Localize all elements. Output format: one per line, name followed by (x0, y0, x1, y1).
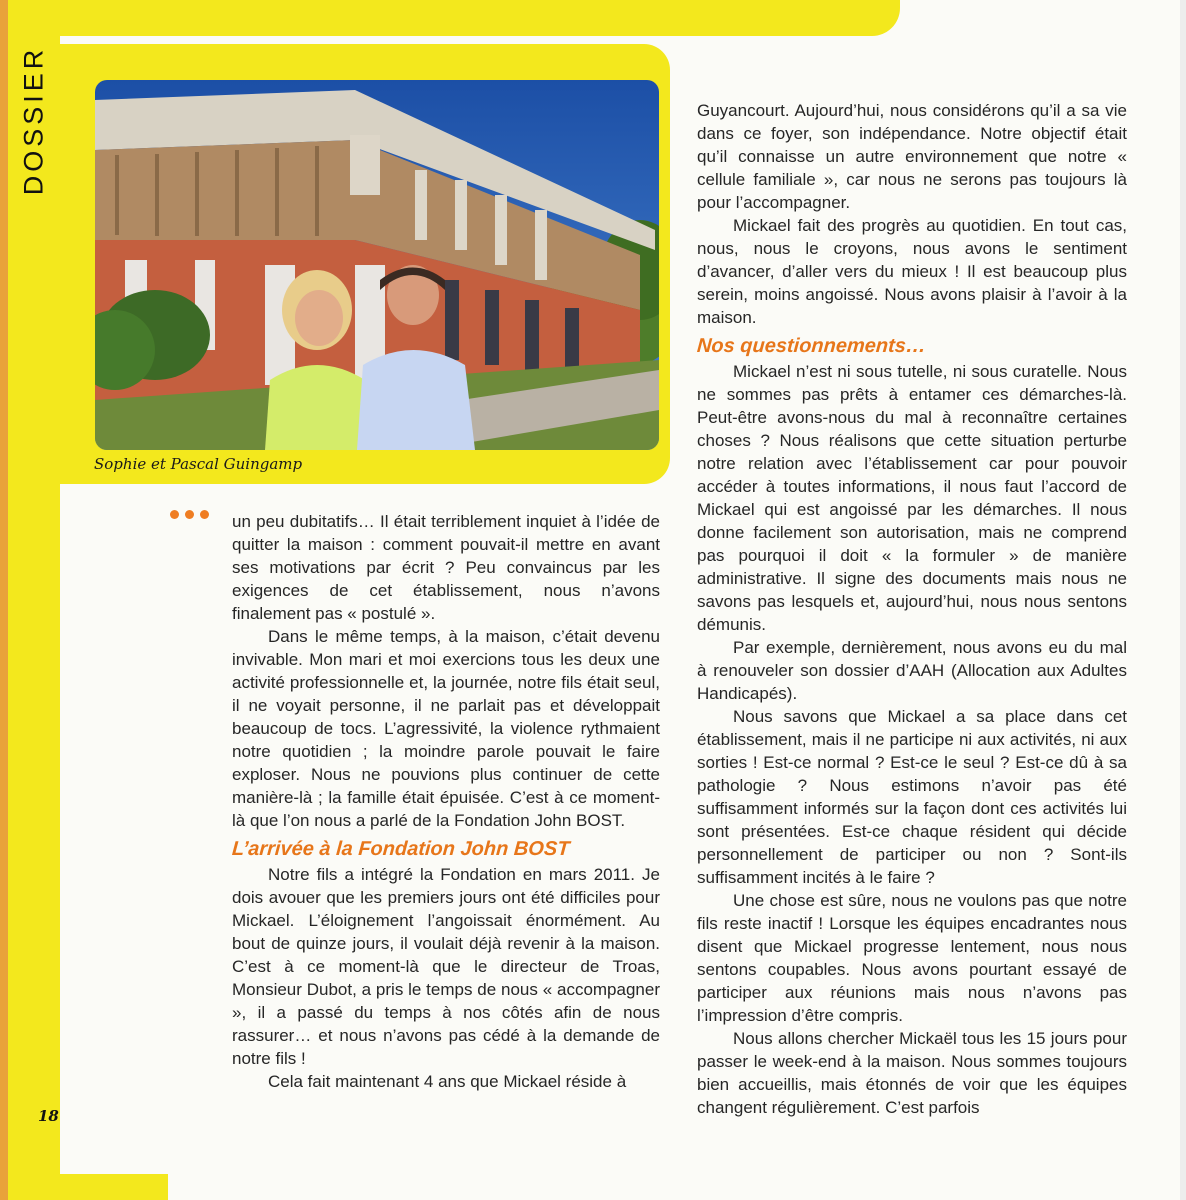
section-heading: L’arrivée à la Fondation John BOST (231, 838, 571, 860)
page-edge-right (1180, 0, 1186, 1200)
section-heading: Nos questionnements… (696, 335, 927, 357)
couple-photo (95, 80, 659, 450)
page-edge (0, 0, 8, 1200)
paragraph: Mickael n’est ni sous tutelle, ni sous curatelle. Nous ne sommes pas prêts à entamer ces démarches-là. Peut-être avons-nous du mal à reconnaître certaines choses ? Nous réalisons que cette situation perturbe notre relation avec l’établissement car pour pouvoir accéder à toutes informations, il nous faut l’accord de Mickael qui est angoissé par les démarches. Il nous donne facilement son autorisation, mais ne comprend pas pourquoi il doit « la formuler » de manière administrative. Il signe des documents mais nous ne savons pas lesquels et, aujourd’hui, nous nous sentons démunis. (697, 362, 1127, 634)
page-number: 18 (38, 1107, 59, 1125)
continuation-dots (170, 510, 212, 526)
paragraph: Nous savons que Mickael a sa place dans cet établissement, mais il ne participe ni aux activités, ni aux sorties ! Est-ce normal ? Est-ce le seul ? Est-ce dû à sa pathologie ? Nous estimons n’avoir pas été suffisamment informés sur la façon dont ces activités lui sont présentées. Est-ce chaque résident qui décide personnellement de participer ou non ? Sont-ils suffisamment incités à le faire ? (697, 707, 1127, 887)
photo-caption: Sophie et Pascal Guingamp (94, 455, 303, 473)
section-label: DOSSIER (18, 45, 49, 195)
paragraph: Mickael fait des progrès au quotidien. En tout cas, nous, nous le croyons, nous avons le sentiment d’avancer, d’aller vers du mieux ! Il est beaucoup plus serein, moins angoissé. Nous avons plaisir à l’avoir à la maison. (697, 216, 1127, 327)
top-yellow-band (8, 0, 900, 36)
paragraph: Par exemple, dernièrement, nous avons eu du mal à renouveler son dossier d’AAH (Allocation aux Adultes Handicapés). (697, 638, 1127, 703)
paragraph: Notre fils a intégré la Fondation en mars 2011. Je dois avouer que les premiers jours ont été difficiles pour Mickael. L’éloignement l’angoissait énormément. Au bout de quinze jours, il voulait déjà revenir à la maison. C’est à ce moment-là que le directeur de Troas, Monsieur Dubot, a pris le temps de nous « accompagner », il a passé du temps à nos côtés afin de nous rassurer… et nous n’avons pas cédé à la demande de notre fils ! (232, 865, 660, 1068)
article-column-left (232, 510, 660, 1093)
paragraph: un peu dubitatifs… Il était terriblement inquiet à l’idée de quitter la maison : comment pouvait-il mettre en avant ses motivations par écrit ? Peu convaincus par les exigences de cet établissement, nous n’avons finalement pas « postulé ». (232, 512, 660, 623)
article-column-right (697, 99, 1127, 1119)
paragraph: Nous allons chercher Mickaël tous les 15 jours pour passer le week-end à la maison. Nous sommes toujours bien accueillis, mais étonnés de voir que les équipes changent régulièrement. C’est parfois (697, 1029, 1127, 1117)
paragraph: Une chose est sûre, nous ne voulons pas que notre fils reste inactif ! Lorsque les équipes encadrantes nous disent que Mickael progresse lentement, nous nous sentons coupables. Nous avons pourtant essayé de participer aux réunions mais nous n’avons pas l’impression d’être compris. (697, 891, 1127, 1025)
paragraph: Dans le même temps, à la maison, c’était devenu invivable. Mon mari et moi exercions tous les deux une activité professionnelle et, la journée, notre fils était seul, il ne voyait personne, il ne parlait pas et développait beaucoup de tocs. L’agressivité, la violence rythmaient notre quotidien ; la moindre parole pouvait le faire exploser. Nous ne pouvions plus continuer de cette manière-là ; la famille était épuisée. C’est à ce moment-là que l’on nous a parlé de la Fondation John BOST. (232, 627, 660, 830)
paragraph: Guyancourt. Aujourd’hui, nous considérons qu’il a sa vie dans ce foyer, son indépendance. Notre objectif était qu’il connaisse un autre environnement que notre « cellule familiale », car nous ne serons pas toujours là pour l’accompagner. (697, 101, 1127, 212)
paragraph: Cela fait maintenant 4 ans que Mickael réside à (268, 1072, 627, 1091)
